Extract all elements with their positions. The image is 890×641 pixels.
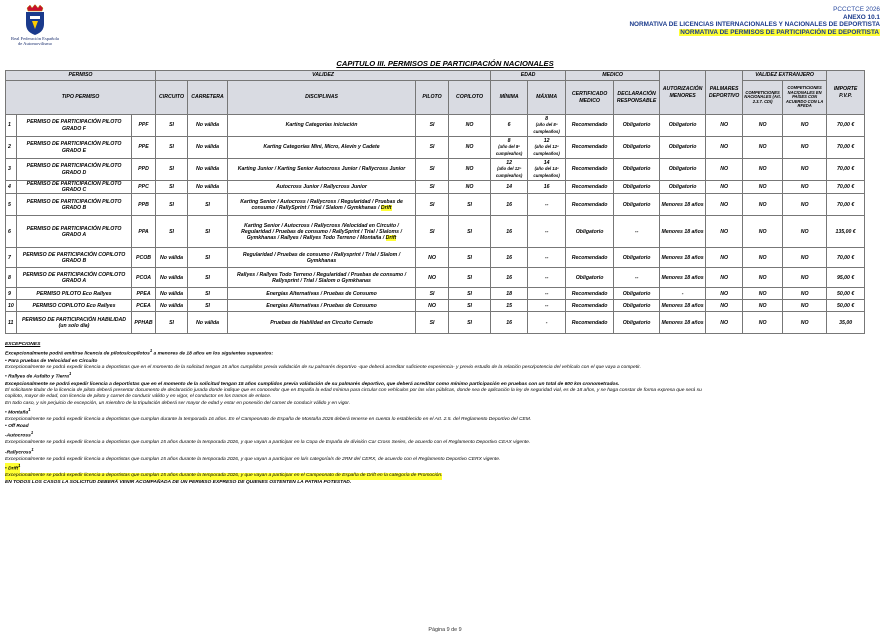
cell-carretera: SI (188, 194, 228, 216)
table-row (6, 312, 865, 334)
cell-num: 10 (6, 300, 17, 312)
rfeda-logo (6, 4, 64, 48)
cell-piloto: SI (416, 216, 449, 248)
cell-declaracion: -- (614, 268, 660, 288)
cell-tipo: PERMISO DE PARTICIPACIÓN PILOTO GRADO E (17, 137, 132, 159)
cell-ext1: NO (743, 194, 783, 216)
cell-tipo: PERMISO PILOTO Eco Rallyes (17, 288, 132, 300)
cell-minima: 16 (491, 312, 528, 334)
cell-minima: 16 (491, 268, 528, 288)
crown-shield-icon (22, 4, 48, 36)
cell-tipo: PERMISO DE PARTICIPACIÓN COPILOTO GRADO B (17, 248, 132, 268)
table-row (6, 137, 865, 159)
cell-autorizacion: Menores 18 años (660, 216, 706, 248)
cell-piloto: SI (416, 159, 449, 181)
cell-minima: 15 (491, 300, 528, 312)
cell-disciplinas: Energías Alternativas / Pruebas de Consumo (228, 300, 416, 312)
cell-disciplinas: Regularidad / Pruebas de consumo / Rallysprint / Trial / Slalom / Gymkhanas (228, 248, 416, 268)
cell-carretera: No válida (188, 137, 228, 159)
cell-palmares: NO (706, 312, 743, 334)
cell-declaracion: Obligatorio (614, 137, 660, 159)
cell-ext1: NO (743, 137, 783, 159)
cell-code: PPB (132, 194, 156, 216)
cell-num: 8 (6, 268, 17, 288)
header-permiso: PERMISO (6, 71, 156, 81)
cell-circuito: SI (156, 216, 188, 248)
note-line: • Drift$^1$ (5, 463, 21, 472)
cell-autorizacion: Obligatorio (660, 137, 706, 159)
page-title: CAPITULO III. PERMISOS DE PARTICIPACIÓN NACIONALES (336, 59, 554, 68)
cell-code: PCOA (132, 268, 156, 288)
cell-code: PPE (132, 137, 156, 159)
cell-autorizacion: Menores 18 años (660, 312, 706, 334)
cell-minima: 16 (491, 194, 528, 216)
cell-certificado: Recomendado (566, 288, 614, 300)
table-row (6, 268, 865, 288)
cell-maxima: -- (528, 248, 566, 268)
cell-certificado: Recomendado (566, 300, 614, 312)
header-comp-nacionales: COMPETICIONES NACIONALES (Art. 2.3.7. CDI) (743, 81, 783, 115)
cell-ext1: NO (743, 268, 783, 288)
cell-ext1: NO (743, 216, 783, 248)
cell-palmares: NO (706, 216, 743, 248)
note-line: • Para pruebas de Velocidad en Circuito (5, 358, 98, 364)
cell-copiloto: SI (449, 216, 491, 248)
cell-disciplinas: Karting Categorías iniciación (228, 115, 416, 137)
cell-tipo: PERMISO DE PARTICIPACIÓN PILOTO GRADO B (17, 194, 132, 216)
permits-table (5, 70, 865, 334)
cell-maxima: - (528, 312, 566, 334)
note-line: • Rallyes de Asfalto y Tierra$^1$ (5, 371, 72, 381)
cell-maxima: -- (528, 268, 566, 288)
header-medico: MEDICO (566, 71, 660, 81)
cell-num: 6 (6, 216, 17, 248)
table-row (6, 115, 865, 137)
cell-carretera: No válida (188, 312, 228, 334)
exceptions-notes (5, 342, 885, 486)
header-tipo: TIPO PERMISO (6, 81, 156, 115)
cell-code: PPF (132, 115, 156, 137)
cell-circuito: SI (156, 181, 188, 194)
cell-certificado: Obligatorio (566, 268, 614, 288)
cell-disciplinas: Pruebas de Habilidad en Circuito Cerrado (228, 312, 416, 334)
cell-copiloto: SI (449, 288, 491, 300)
cell-code: PCOB (132, 248, 156, 268)
cell-ext2: NO (783, 137, 827, 159)
cell-piloto: SI (416, 115, 449, 137)
cell-circuito: No válida (156, 300, 188, 312)
header-validez: VALIDEZ (156, 71, 491, 81)
header-maxima: MÁXIMA (528, 81, 566, 115)
note-line: Excepcionalmente se podrá expedir licencia a deportistas que en el momento de la solicitud tengan 15 años cumplidos previa validación de su palmarés deportivo, que deberá acreditar como mínimo participación en pruebas con un total de 600 km cronometrados. (5, 381, 620, 387)
drift-highlight: Drift (385, 234, 397, 241)
cell-carretera: SI (188, 288, 228, 300)
cell-certificado: Recomendado (566, 115, 614, 137)
cell-copiloto: SI (449, 300, 491, 312)
cell-declaracion: Obligatorio (614, 248, 660, 268)
cell-carretera: No válida (188, 181, 228, 194)
table-row (6, 216, 865, 248)
cell-declaracion: Obligatorio (614, 115, 660, 137)
cell-declaracion: Obligatorio (614, 194, 660, 216)
cell-copiloto: SI (449, 248, 491, 268)
cell-importe: 70,00 € (827, 159, 865, 181)
header-disciplinas: DISCIPLINAS (228, 81, 416, 115)
cell-circuito: SI (156, 159, 188, 181)
cell-copiloto: SI (449, 268, 491, 288)
cell-ext2: NO (783, 268, 827, 288)
table-row (6, 288, 865, 300)
cell-disciplinas: Karting Categorías Mini, Micro, Alevín y Cadete (228, 137, 416, 159)
cell-num: 2 (6, 137, 17, 159)
cell-declaracion: Obligatorio (614, 181, 660, 194)
cell-minima: 14 (491, 181, 528, 194)
cell-circuito: No válida (156, 248, 188, 268)
cell-palmares: NO (706, 194, 743, 216)
cell-piloto: NO (416, 300, 449, 312)
note-line: EN TODOS LOS CASOS LA SOLICITUD DEBERÁ VENIR ACOMPAÑADA DE UN PERMISO EXPRESO DE QUIENES OSTENTEN LA PATRIA POTESTAD. (5, 479, 352, 485)
note-line: En todo caso, y sin perjuicio de excepción, un miembro de la tripulación deberá ser mayor de edad y estar en posesión del carnet de conducir válido y en vigor. (5, 400, 351, 406)
note-line: Excepcionalmente se podrá expedir licencia a deportistas que cumplan 15 años durante la temporada 2026, y que vayan a participar en el Campeonato de España de Drift en la categoría de Promoción. (5, 473, 443, 479)
cell-autorizacion: Menores 18 años (660, 300, 706, 312)
cell-disciplinas: Rallyes / Rallyes Todo Terreno / Regularidad / Pruebas de consumo / Rallysprint / Trial / Slalom o Gymkhanas (228, 268, 416, 288)
cell-minima: 16 (491, 248, 528, 268)
header-declaracion: DECLARACIÓN RESPONSABLE (614, 81, 660, 115)
cell-ext1: NO (743, 181, 783, 194)
note-line: Excepcionalmente podrá emitirse licencia de pilotos/copilotos$^1$ a menores de 18 años en los siguientes supuestos: (5, 348, 274, 358)
minima-note: (año del 8º cumpleaños) (495, 144, 523, 156)
cell-palmares: NO (706, 288, 743, 300)
table-row (6, 194, 865, 216)
cell-carretera: No válida (188, 115, 228, 137)
cell-code: PPEA (132, 288, 156, 300)
cell-circuito: SI (156, 194, 188, 216)
cell-disciplinas: Karting Junior / Karting Senior Autocross Junior / Rallycross Junior (228, 159, 416, 181)
note-line: Excepcionalmente se podrá expedir licencia a deportistas que cumplan durante la temporada 16 años. En el Campeonato de España de Montaña 2026 deberá tenerse en cuenta lo establecido en el Art. 2.5. del Reglamento Deportivo del CEM. (5, 417, 532, 423)
cell-maxima: 8 (año del 8º cumpleaños) (528, 115, 566, 137)
cell-tipo: PERMISO DE PARTICIPACIÓN HABILIDAD (un solo día) (17, 312, 132, 334)
cell-ext1: NO (743, 312, 783, 334)
note-line: Excepcionalmente se podrá expedir licencia a deportistas que en el momento de la solicitud tengan 15 años cumplidos previa validación de su palmarés deportivo -que deberá acreditar suficiente experiencia- y previo estudio de la relación peso/potencia del vehículo con el que vaya a competir. (5, 364, 641, 370)
cell-maxima: -- (528, 300, 566, 312)
header-edad: EDAD (491, 71, 566, 81)
cell-declaracion: Obligatorio (614, 288, 660, 300)
annex-label: ANEXO 10.1 (843, 13, 880, 21)
cell-ext1: NO (743, 288, 783, 300)
cell-certificado: Recomendado (566, 159, 614, 181)
cell-importe: 70,00 € (827, 194, 865, 216)
permits-table-body (6, 115, 865, 334)
note-line: copiloto, mayor de edad, con licencia de piloto y carnet de conducir válido y en vigor, el conductor en los tramos de enlace. (5, 394, 272, 400)
cell-ext2: NO (783, 194, 827, 216)
document-header (629, 6, 880, 36)
cell-importe: 70,00 € (827, 137, 865, 159)
header-copiloto: COPILOTO (449, 81, 491, 115)
cell-piloto: SI (416, 194, 449, 216)
cell-code: PCEA (132, 300, 156, 312)
cell-palmares: NO (706, 115, 743, 137)
cell-autorizacion: Obligatorio (660, 159, 706, 181)
cell-importe: 135,00 € (827, 216, 865, 248)
cell-declaracion: -- (614, 216, 660, 248)
cell-num: 3 (6, 159, 17, 181)
cell-importe: 35,00 (827, 312, 865, 334)
cell-maxima: 16 (528, 181, 566, 194)
cell-ext2: NO (783, 288, 827, 300)
cell-tipo: PERMISO DE PARTICIPACIÓN PILOTO GRADO C (17, 181, 132, 194)
cell-circuito: No válida (156, 268, 188, 288)
section-title: NORMATIVA DE PERMISOS DE PARTICIPACIÓN DE DEPORTISTA (680, 28, 879, 36)
cell-code: PPC (132, 181, 156, 194)
cell-importe: 70,00 € (827, 181, 865, 194)
cell-maxima: 14 (año del 14º cumpleaños) (528, 159, 566, 181)
table-row (6, 248, 865, 268)
cell-ext1: NO (743, 115, 783, 137)
cell-ext2: NO (783, 312, 827, 334)
cell-disciplinas: Karting Senior / Autocross / Rallycross / Regularidad / Pruebas de consumo / RallySprint / Trial / Slalom / Gymkhanas / Drift (228, 194, 416, 216)
cell-ext2: NO (783, 248, 827, 268)
cell-copiloto: SI (449, 194, 491, 216)
note-line: El solicitante titular de la licencia de piloto deberá presentar documento de declaración jurada donde indique que es conocedor que en España la edad mínima para circular con vehículos por las vías públicas, donde sea de aplicación la ley de seguridad vial, es de 18 años, y se haga constar de forma expresa que será su (5, 387, 702, 393)
cell-piloto: SI (416, 312, 449, 334)
cell-carretera: SI (188, 268, 228, 288)
cell-copiloto: NO (449, 137, 491, 159)
cell-importe: 50,00 € (827, 300, 865, 312)
cell-num: 5 (6, 194, 17, 216)
cell-autorizacion: Menores 18 años (660, 268, 706, 288)
cell-autorizacion: Obligatorio (660, 115, 706, 137)
cell-importe: 70,00 € (827, 115, 865, 137)
header-carretera: CARRETERA (188, 81, 228, 115)
cell-carretera: No válida (188, 159, 228, 181)
cell-disciplinas: Energías Alternativas / Pruebas de Consumo (228, 288, 416, 300)
cell-minima: 6 (491, 115, 528, 137)
cell-ext2: NO (783, 115, 827, 137)
notes-heading: EXCEPCIONES (5, 342, 41, 347)
cell-circuito: No válida (156, 288, 188, 300)
org-name: Real Federación Española de Automovilismo (11, 36, 59, 46)
cell-disciplinas: Autocross Junior / Rallycross Junior (228, 181, 416, 194)
doc-code: PCCCTCE 2026 (833, 6, 880, 13)
cell-piloto: SI (416, 181, 449, 194)
cell-copiloto: NO (449, 159, 491, 181)
cell-piloto: SI (416, 288, 449, 300)
note-line: Excepcionalmente se podrá expedir licencia a deportistas que cumplan 15 años durante la temporada 2026, y que vayan a participar en la/s categoría/s de 2RM del CERX, de acuerdo con el Reglamento Deportivo CERX vigente. (5, 456, 501, 462)
maxima-note: (año del 14º cumpleaños) (533, 166, 560, 178)
header-importe: IMPORTE P.V.P. (827, 71, 865, 115)
cell-maxima: -- (528, 216, 566, 248)
cell-declaracion: Obligatorio (614, 300, 660, 312)
cell-certificado: Recomendado (566, 194, 614, 216)
note-line: -Autocross$^1$ (5, 430, 34, 439)
table-row (6, 181, 865, 194)
cell-circuito: SI (156, 137, 188, 159)
cell-tipo: PERMISO DE PARTICIPACIÓN PILOTO GRADO D (17, 159, 132, 181)
cell-certificado: Recomendado (566, 248, 614, 268)
cell-ext1: NO (743, 300, 783, 312)
note-line: • Off Road (5, 423, 29, 429)
cell-num: 11 (6, 312, 17, 334)
header-minima: MÍNIMA (491, 81, 528, 115)
cell-importe: 70,00 € (827, 248, 865, 268)
cell-certificado: Recomendado (566, 312, 614, 334)
cell-code: PPD (132, 159, 156, 181)
cell-carretera: SI (188, 248, 228, 268)
cell-maxima: -- (528, 288, 566, 300)
cell-minima: 8 (año del 8º cumpleaños) (491, 137, 528, 159)
cell-num: 7 (6, 248, 17, 268)
cell-copiloto: NO (449, 115, 491, 137)
cell-carretera: SI (188, 216, 228, 248)
cell-palmares: NO (706, 181, 743, 194)
cell-ext2: NO (783, 181, 827, 194)
cell-circuito: SI (156, 312, 188, 334)
cell-ext2: NO (783, 300, 827, 312)
cell-ext1: NO (743, 248, 783, 268)
note-line: Excepcionalmente se podrá expedir licencia a deportistas que cumplan 15 años durante la temporada 2026, y que vayan a participar en la Copa de España de división Car Cross Series, de acuerdo con el Reglamento Deportivo CEAX vigente. (5, 440, 531, 446)
cell-importe: 95,00 € (827, 268, 865, 288)
drift-highlight: Drift (380, 204, 392, 211)
cell-ext1: NO (743, 159, 783, 181)
cell-num: 1 (6, 115, 17, 137)
cell-circuito: SI (156, 115, 188, 137)
cell-copiloto: NO (449, 181, 491, 194)
cell-ext2: NO (783, 216, 827, 248)
header-circuito: CIRCUITO (156, 81, 188, 115)
cell-palmares: NO (706, 248, 743, 268)
cell-minima: 12 (año del 12º cumpleaños) (491, 159, 528, 181)
cell-declaracion: Obligatorio (614, 159, 660, 181)
header-piloto: PILOTO (416, 81, 449, 115)
cell-num: 4 (6, 181, 17, 194)
cell-tipo: PERMISO DE PARTICIPACIÓN PILOTO GRADO F (17, 115, 132, 137)
header-comp-otros: COMPETICIONES NACIONALES EN PAÍSES CON ACUERDO CON LA RFEDA (783, 81, 827, 115)
cell-certificado: Obligatorio (566, 216, 614, 248)
note-line: -Rallycross$^1$ (5, 446, 34, 456)
cell-code: PPA (132, 216, 156, 248)
page-number: Página 9 de 9 (428, 627, 462, 633)
cell-piloto: NO (416, 268, 449, 288)
cell-code: PPHAB (132, 312, 156, 334)
cell-autorizacion: Menores 18 años (660, 248, 706, 268)
cell-declaracion: Obligatorio (614, 312, 660, 334)
header-autorizacion: AUTORIZACIÓN MENORES (660, 71, 706, 115)
maxima-note: (año del 12º cumpleaños) (533, 144, 560, 156)
table-row (6, 159, 865, 181)
table-row (6, 300, 865, 312)
cell-maxima: 12 (año del 12º cumpleaños) (528, 137, 566, 159)
cell-palmares: NO (706, 300, 743, 312)
header-palmares: PALMARES DEPORTIVO (706, 71, 743, 115)
note-line: • Montaña$^1$ (5, 407, 31, 416)
cell-carretera: SI (188, 300, 228, 312)
cell-tipo: PERMISO COPILOTO Eco Rallyes (17, 300, 132, 312)
header-certificado: CERTIFICADO MEDICO (566, 81, 614, 115)
cell-autorizacion: - (660, 288, 706, 300)
cell-num: 9 (6, 288, 17, 300)
cell-certificado: Recomendado (566, 137, 614, 159)
cell-minima: 18 (491, 288, 528, 300)
cell-palmares: NO (706, 137, 743, 159)
header-validez-extranjero: VALIDEZ EXTRANJERO (743, 71, 827, 81)
minima-note: (año del 12º cumpleaños) (495, 166, 523, 178)
cell-disciplinas: Karting Senior / Autocross / Rallycross /Velocidad en Circuito / Regularidad / Pruebas de consumo / RallySprint / Trial / Slaloms / Gymkhanas / Rallyes / Rallyes Todo Terreno / Montaña / Drift (228, 216, 416, 248)
cell-palmares: NO (706, 159, 743, 181)
cell-minima: 16 (491, 216, 528, 248)
cell-maxima: -- (528, 194, 566, 216)
cell-importe: 50,00 € (827, 288, 865, 300)
cell-piloto: SI (416, 137, 449, 159)
normativa-title: NORMATIVA DE LICENCIAS INTERNACIONALES Y NACIONALES DE DEPORTISTA (629, 21, 880, 29)
cell-autorizacion: Menores 18 años (660, 194, 706, 216)
cell-tipo: PERMISO DE PARTICIPACIÓN COPILOTO GRADO A (17, 268, 132, 288)
cell-copiloto: SI (449, 312, 491, 334)
cell-piloto: NO (416, 248, 449, 268)
cell-autorizacion: Obligatorio (660, 181, 706, 194)
cell-certificado: Recomendado (566, 181, 614, 194)
cell-palmares: NO (706, 268, 743, 288)
cell-tipo: PERMISO DE PARTICIPACIÓN PILOTO GRADO A (17, 216, 132, 248)
cell-ext2: NO (783, 159, 827, 181)
maxima-note: (año del 8º cumpleaños) (533, 122, 560, 134)
